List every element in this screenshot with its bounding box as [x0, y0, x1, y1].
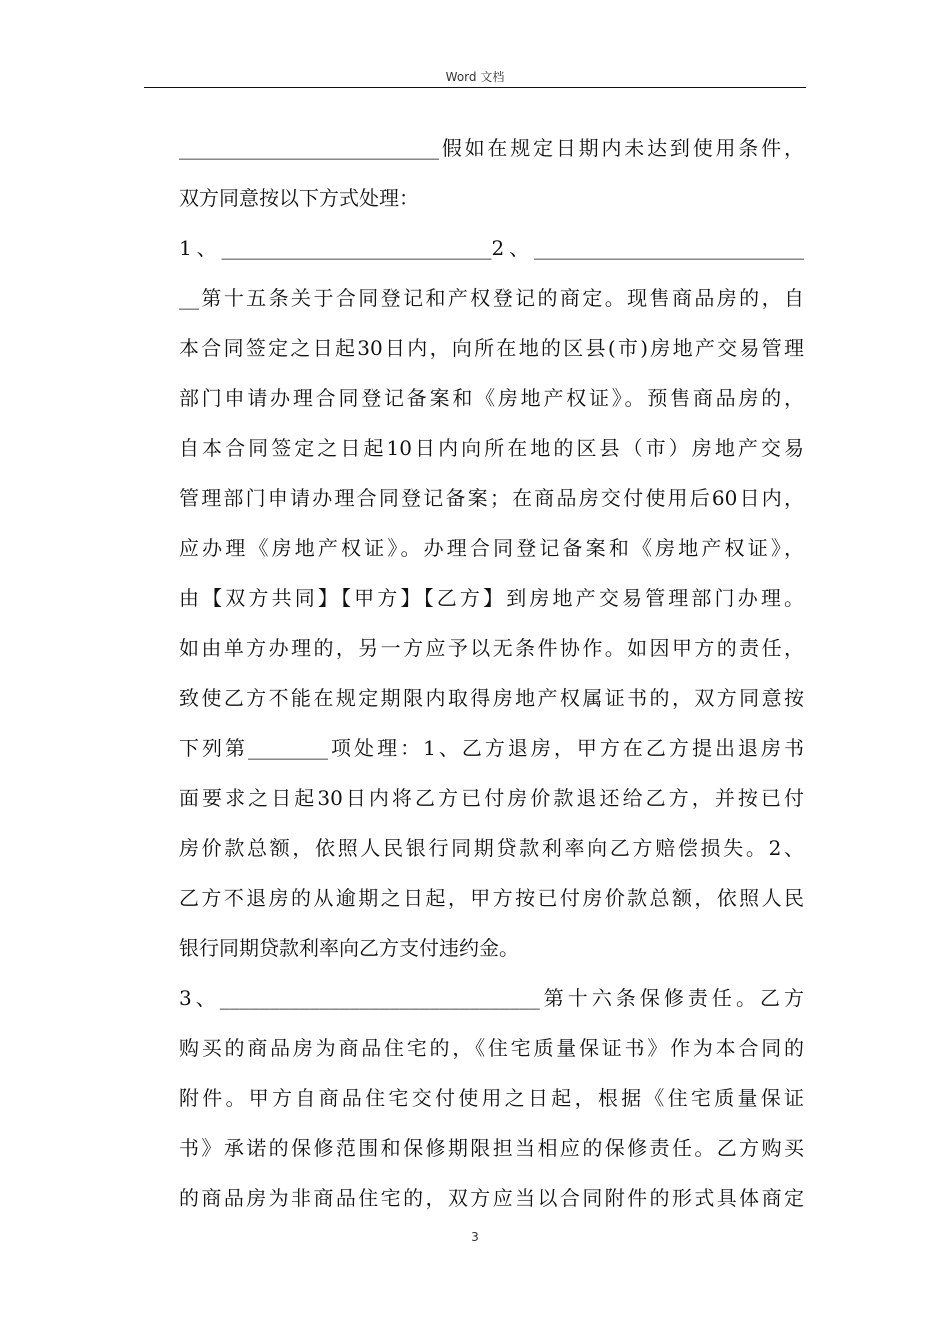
text-line: 房价款总额，依照人民银行同期贷款利率向乙方赔偿损失。2、 — [179, 836, 804, 860]
text-line: 由【双方共同】【甲方】【乙方】到房地产交易管理部门办理。 — [179, 586, 804, 610]
document-body — [179, 133, 804, 1233]
header-divider — [144, 87, 806, 88]
text-line: 3、________________________________第十六条保修责任。乙方 — [179, 986, 804, 1010]
text-line: 部门申请办理合同登记备案和《房地产权证》。预售商品房的， — [179, 386, 804, 410]
page-number: 3 — [471, 1230, 479, 1244]
page-header: Word 文档 — [445, 70, 505, 84]
text-line: 附件。甲方自商品住宅交付使用之日起，根据《住宅质量保证 — [179, 1086, 804, 1110]
text-line: 下列第________项处理：1、乙方退房，甲方在乙方提出退房书 — [179, 736, 804, 760]
text-line: 面要求之日起30日内将乙方已付房价款退还给乙方，并按已付 — [179, 786, 804, 810]
text-line: 书》承诺的保修范围和保修期限担当相应的保修责任。乙方购买 — [179, 1136, 804, 1160]
text-line: 应办理《房地产权证》。办理合同登记备案和《房地产权证》， — [179, 536, 804, 560]
text-line: 双方同意按以下方式处理： — [179, 186, 419, 210]
text-line: 自本合同签定之日起10日内向所在地的区县（市）房地产交易 — [179, 436, 804, 460]
text-line: 1、___________________________2、___________________________ — [179, 236, 804, 260]
text-line: 致使乙方不能在规定期限内取得房地产权属证书的，双方同意按 — [179, 686, 804, 710]
text-line: __________________________假如在规定日期内未达到使用条件， — [179, 136, 804, 160]
text-line: 如由单方办理的，另一方应予以无条件协作。如因甲方的责任， — [179, 636, 804, 660]
text-line: 购买的商品房为商品住宅的，《住宅质量保证书》作为本合同的 — [179, 1036, 804, 1060]
text-line: 银行同期贷款利率向乙方支付违约金。 — [179, 936, 519, 960]
text-line: 管理部门申请办理合同登记备案；在商品房交付使用后60日内， — [179, 486, 804, 510]
text-line: 乙方不退房的从逾期之日起，甲方按已付房价款总额，依照人民 — [179, 886, 804, 910]
text-line: 的商品房为非商品住宅的，双方应当以合同附件的形式具体商定 — [179, 1186, 804, 1210]
text-line: __第十五条关于合同登记和产权登记的商定。现售商品房的，自 — [179, 286, 804, 310]
text-line: 本合同签定之日起30日内，向所在地的区县(市)房地产交易管理 — [179, 336, 804, 360]
